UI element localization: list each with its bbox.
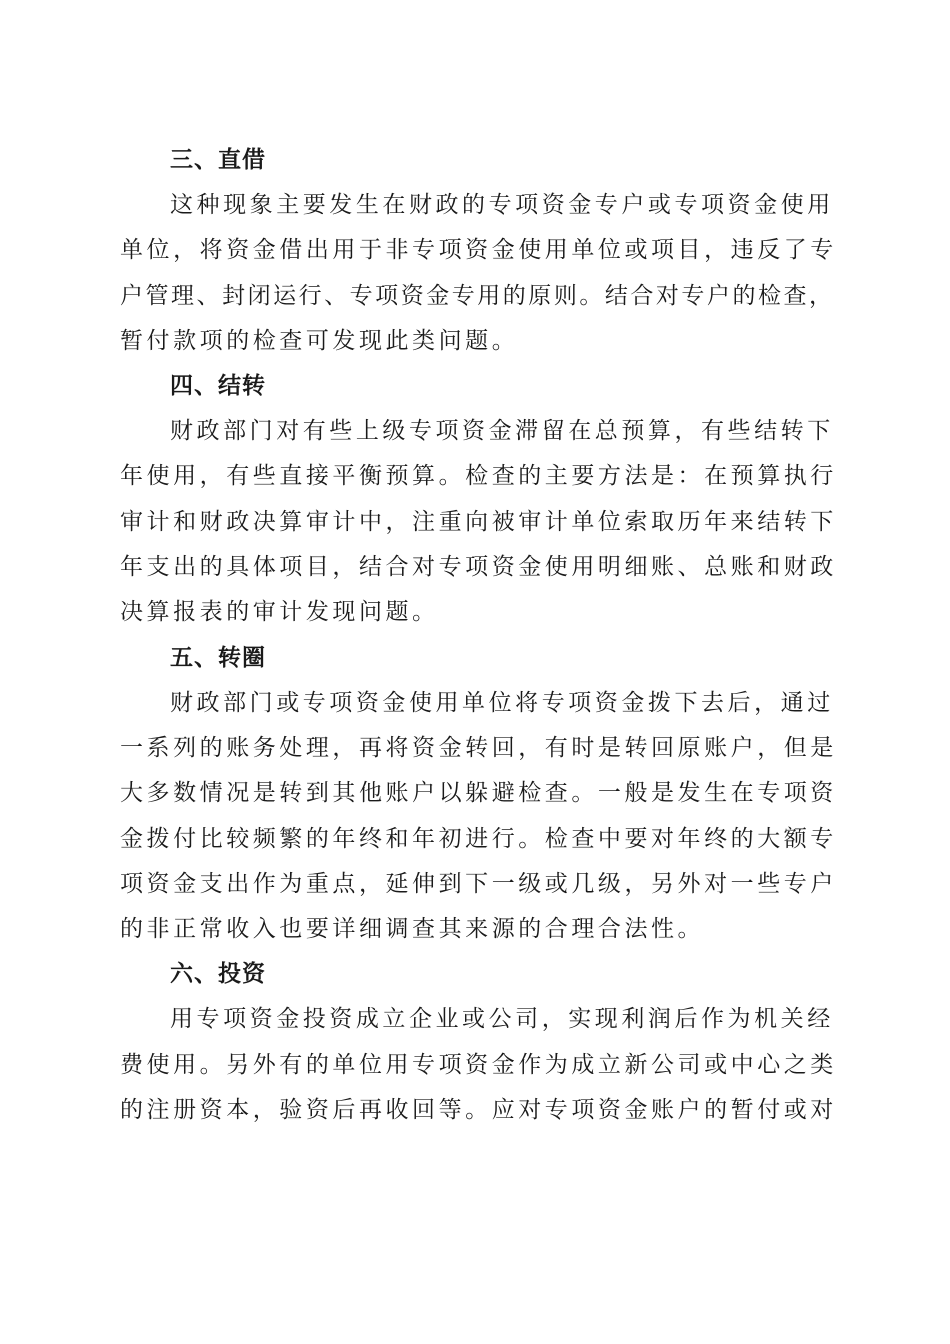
paragraph-line: 一系列的账务处理，再将资金转回，有时是转回原账户，但是 bbox=[120, 734, 837, 761]
paragraph-line: 的注册资本，验资后再收回等。应对专项资金账户的暂付或对 bbox=[120, 1097, 837, 1124]
paragraph-line: 暂付款项的检查可发现此类问题。 bbox=[120, 327, 519, 354]
paragraph-line: 财政部门或专项资金使用单位将专项资金拨下去后，通过 bbox=[170, 689, 834, 716]
paragraph-line: 年支出的具体项目，结合对专项资金使用明细账、总账和财政 bbox=[120, 554, 837, 581]
section-round-trip bbox=[120, 636, 837, 953]
paragraph-line: 这种现象主要发生在财政的专项资金专户或专项资金使用 bbox=[170, 192, 834, 218]
paragraph-line: 户管理、封闭运行、专项资金专用的原则。结合对专户的检查， bbox=[120, 282, 832, 309]
paragraph-line: 决算报表的审计发现问题。 bbox=[120, 599, 439, 626]
document-body bbox=[120, 138, 837, 1133]
section-paragraph bbox=[120, 997, 837, 1133]
paragraph-line: 的非正常收入也要详细调查其来源的合理合法性。 bbox=[120, 916, 705, 943]
paragraph-line: 审计和财政决算审计中，注重向被审计单位索取历年来结转下 bbox=[120, 508, 837, 535]
paragraph-line: 项资金支出作为重点，延伸到下一级或几级，另外对一些专户 bbox=[120, 870, 837, 897]
paragraph-line: 财政部门对有些上级专项资金滞留在总预算，有些结转下 bbox=[170, 418, 834, 445]
paragraph-line: 大多数情况是转到其他账户以躲避检查。一般是发生在专项资 bbox=[120, 780, 837, 807]
section-heading: 三、直借 bbox=[170, 147, 266, 173]
paragraph-line: 单位，将资金借出用于非专项资金使用单位或项目，违反了专 bbox=[120, 237, 837, 264]
section-direct-lending bbox=[120, 138, 837, 364]
section-investment bbox=[120, 952, 837, 1133]
paragraph-line: 用专项资金投资成立企业或公司，实现利润后作为机关经 bbox=[170, 1006, 834, 1033]
section-heading: 四、结转 bbox=[170, 373, 266, 400]
paragraph-line: 年使用，有些直接平衡预算。检查的主要方法是：在预算执行 bbox=[120, 463, 837, 490]
section-paragraph bbox=[120, 409, 837, 635]
section-paragraph bbox=[120, 183, 837, 364]
paragraph-line: 金拨付比较频繁的年终和年初进行。检查中要对年终的大额专 bbox=[120, 825, 837, 852]
section-paragraph bbox=[120, 681, 837, 953]
paragraph-line: 费使用。另外有的单位用专项资金作为成立新公司或中心之类 bbox=[120, 1051, 837, 1078]
section-heading: 五、转圈 bbox=[170, 644, 266, 671]
section-carry-over bbox=[120, 364, 837, 635]
section-heading: 六、投资 bbox=[170, 961, 266, 988]
